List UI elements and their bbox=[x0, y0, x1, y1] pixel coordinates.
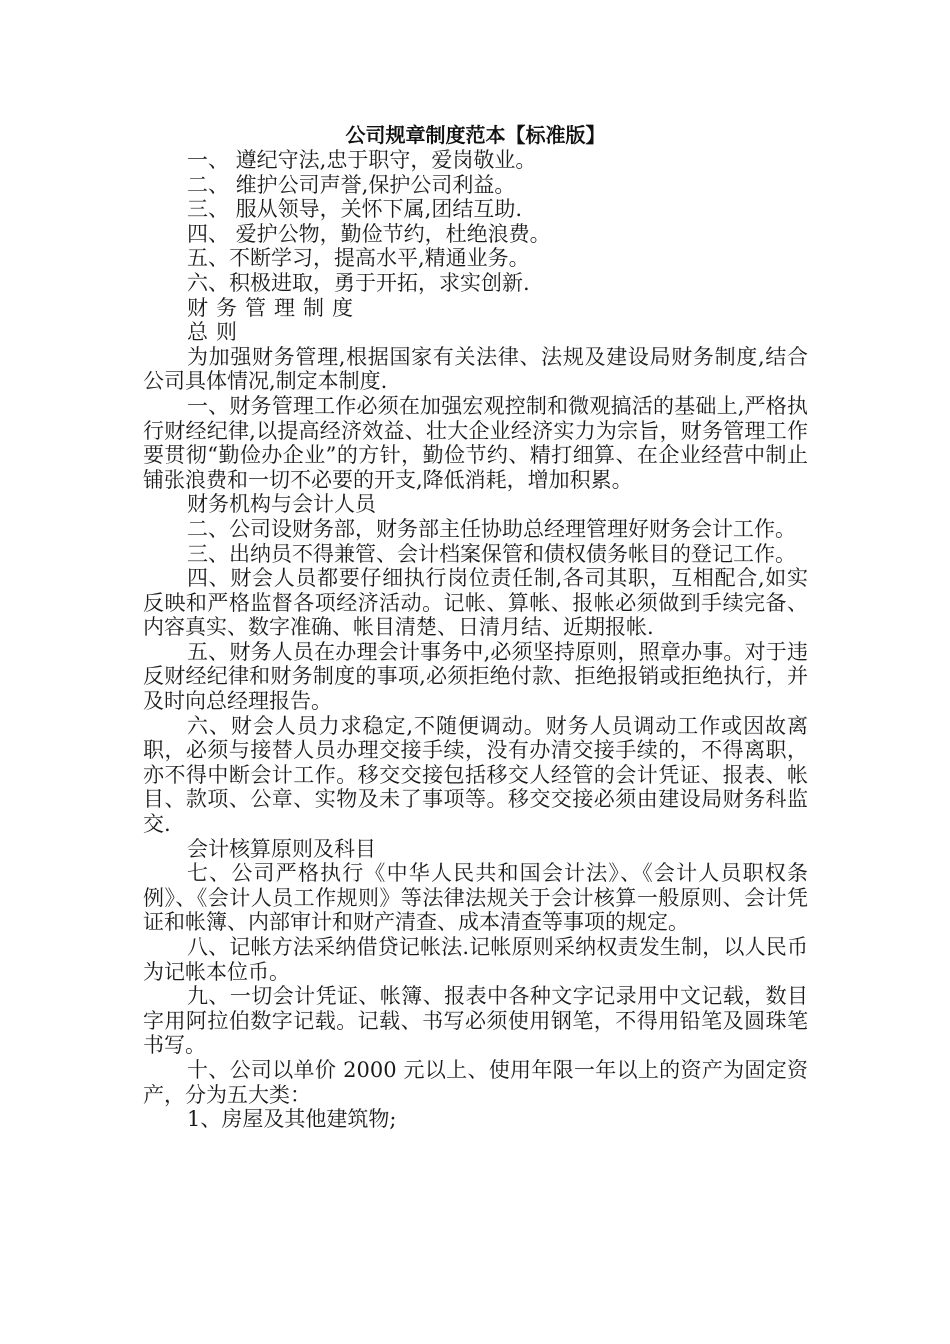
article-8: 八、记帐方法采纳借贷记帐法.记帐原则采纳权责发生制，以人民币为记帐本位币。 bbox=[143, 935, 808, 984]
article-1: 一、财务管理工作必须在加强宏观控制和微观搞活的基础上,严格执行财经纪律,以提高经济效益、壮大企业经济实力为宗旨，财务管理工作要贯彻“勤俭办企业”的方针，勤俭节约、精打细算、在企业经营中制止铺张浪费和一切不必要的开支,降低消耗，增加积累。 bbox=[143, 393, 808, 492]
section-heading-finance: 财务管理制度 bbox=[187, 295, 361, 320]
article-9: 九、一切会计凭证、帐簿、报表中各种文字记录用中文记载，数目字用阿拉伯数字记载。记载、书写必须使用钢笔，不得用铅笔及圆珠笔书写。 bbox=[143, 984, 808, 1058]
rule-3: 三、 服从领导，关怀下属,团结互助. bbox=[187, 197, 523, 222]
section-heading-staff: 财务机构与会计人员 bbox=[187, 492, 376, 517]
article-6: 六、财会人员力求稳定,不随便调动。财务人员调动工作或因故离职，必须与接替人员办理交接手续，没有办清交接手续的，不得离职，亦不得中断会计工作。移交交接包括移交人经管的会计凭证、报表、帐目、款项、公章、实物及未了事项等。移交交接必须由建设局财务科监交. bbox=[143, 713, 808, 837]
article-4: 四、财会人员都要仔细执行岗位责任制,各司其职，互相配合,如实反映和严格监督各项经济活动。记帐、算帐、报帐必须做到手续完备、内容真实、数字准确、帐目清楚、日清月结、近期报帐. bbox=[143, 566, 808, 640]
rule-4: 四、 爱护公物，勤俭节约，杜绝浪费。 bbox=[187, 221, 551, 246]
article-3: 三、出纳员不得兼管、会计档案保管和债权债务帐目的登记工作。 bbox=[187, 541, 796, 566]
rule-1: 一、 遵纪守法,忠于职守，爱岗敬业。 bbox=[187, 148, 537, 172]
rule-2: 二、 维护公司声誉,保护公司利益。 bbox=[187, 172, 516, 197]
document-body bbox=[143, 122, 808, 1132]
rule-5: 五、不断学习，提高水平,精通业务。 bbox=[187, 246, 530, 271]
article-2: 二、公司设财务部，财务部主任协助总经理管理好财务会计工作。 bbox=[187, 516, 796, 541]
document-title: 公司规章制度范本【标准版】 bbox=[345, 123, 606, 147]
rule-6: 六、积极进取，勇于开拓，求实创新. bbox=[187, 270, 530, 295]
list-item-1: 1、房屋及其他建筑物; bbox=[187, 1107, 397, 1132]
paragraph-intro: 为加强财务管理,根据国家有关法律、法规及建设局财务制度,结合公司具体情况,制定本制度. bbox=[143, 344, 808, 394]
section-heading-general: 总则 bbox=[187, 320, 245, 345]
article-10: 十、公司以单价 2000 元以上、使用年限一年以上的资产为固定资产，分为五大类： bbox=[143, 1057, 808, 1107]
article-5: 五、财务人员在办理会计事务中,必须坚持原则，照章办事。对于违反财经纪律和财务制度的事项,必须拒绝付款、拒绝报销或拒绝执行，并及时向总经理报告。 bbox=[143, 639, 808, 714]
section-heading-accounting: 会计核算原则及科目 bbox=[187, 836, 376, 861]
article-7: 七、公司严格执行《中华人民共和国会计法》、《会计人员职权条例》、《会计人员工作规则》等法律法规关于会计核算一般原则、会计凭证和帐簿、内部审计和财产清查、成本清查等事项的规定。 bbox=[143, 861, 808, 935]
